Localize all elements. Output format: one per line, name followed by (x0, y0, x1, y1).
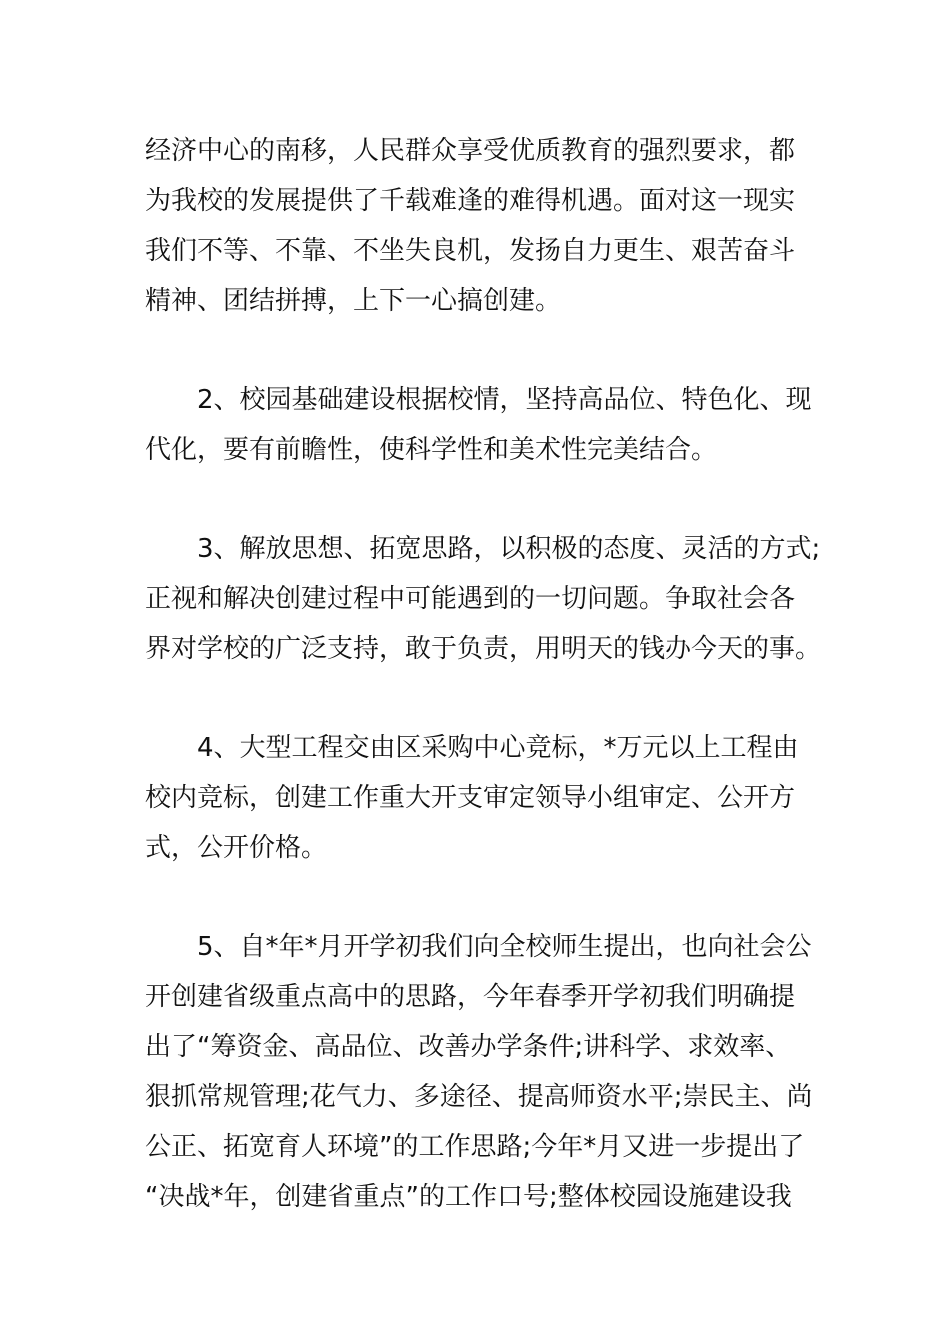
text-line: 为我校的发展提供了千载难逢的难得机遇。面对这一现实 (145, 186, 796, 216)
paragraph-item-5 (145, 922, 815, 1222)
text-line: 公正、拓宽育人环境”的工作思路;今年*月又进一步提出了 (145, 1132, 805, 1162)
paragraph-item-2 (145, 375, 815, 475)
text-line: “决战*年，创建省重点”的工作口号;整体校园设施建设我 (145, 1182, 792, 1212)
text-line: 狠抓常规管理;花气力、多途径、提高师资水平;崇民主、尚 (145, 1082, 813, 1112)
text-line: 界对学校的广泛支持，敢于负责，用明天的钱办今天的事。 (145, 634, 822, 664)
text-line: 5、自*年*月开学初我们向全校师生提出，也向社会公 (197, 932, 812, 962)
text-line: 式，公开价格。 (145, 833, 328, 863)
text-line: 校内竞标，创建工作重大开支审定领导小组审定、公开方 (145, 783, 796, 813)
text-line: 出了“筹资金、高品位、改善办学条件;讲科学、求效率、 (145, 1032, 792, 1062)
text-line: 代化，要有前瞻性，使科学性和美术性完美结合。 (145, 435, 718, 465)
text-line: 正视和解决创建过程中可能遇到的一切问题。争取社会各 (145, 584, 796, 614)
text-line: 精神、团结拼搏，上下一心搞创建。 (145, 286, 562, 316)
text-line: 3、解放思想、拓宽思路，以积极的态度、灵活的方式; (197, 534, 821, 564)
paragraph-item-4 (145, 723, 815, 873)
paragraph-opportunity (145, 126, 815, 326)
paragraph-item-3 (145, 524, 822, 674)
text-line: 开创建省级重点高中的思路，今年春季开学初我们明确提 (145, 982, 796, 1012)
text-line: 我们不等、不靠、不坐失良机，发扬自力更生、艰苦奋斗 (145, 236, 796, 266)
text-line: 2、校园基础建设根据校情，坚持高品位、特色化、现 (197, 385, 812, 415)
text-line: 4、大型工程交由区采购中心竞标，*万元以上工程由 (197, 733, 799, 763)
text-line: 经济中心的南移，人民群众享受优质教育的强烈要求，都 (145, 136, 796, 166)
